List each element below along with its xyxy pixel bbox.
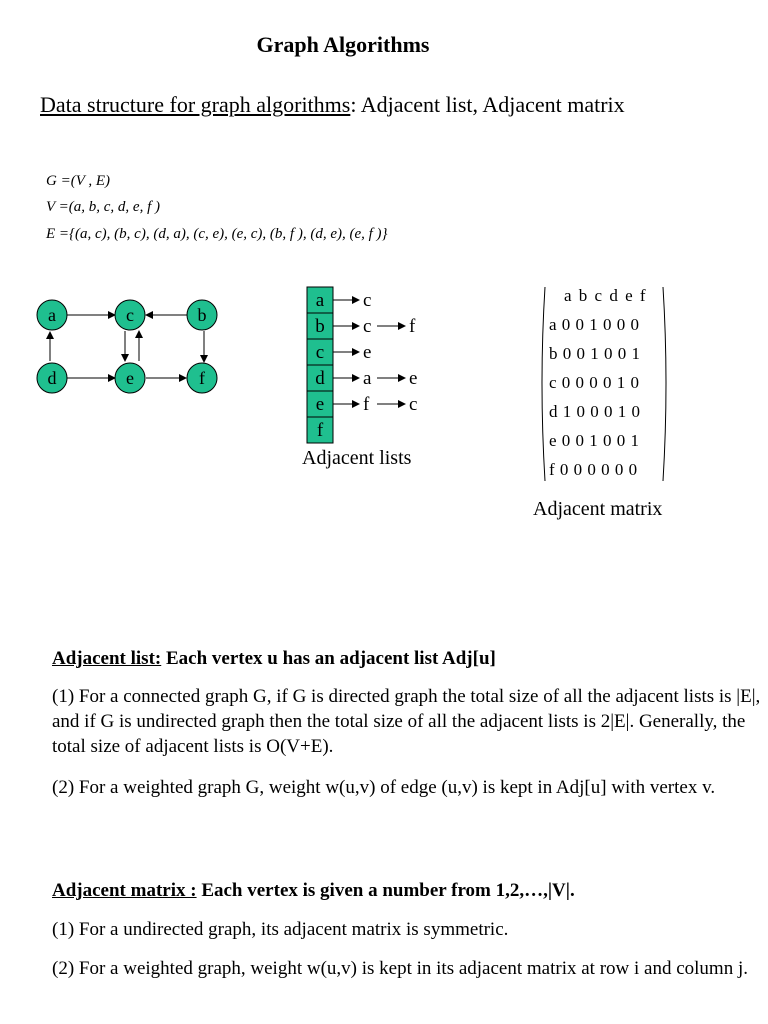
node-f [187, 363, 217, 393]
list-vertex-label-a: a [315, 290, 325, 311]
list-neighbor-d-e: e [409, 368, 418, 389]
list-vertex-label-e: e [315, 394, 325, 415]
matrix-right-bracket [663, 287, 666, 481]
svg-text:c: c [126, 305, 134, 325]
adjacent-list-paragraph-2: (2) For a weighted graph G, weight w(u,v) of edge (u,v) is kept in Adj[u] with vertex v. [52, 777, 716, 798]
directed-graph [30, 290, 230, 400]
adjacent-list-heading-label: Adjacent list: [52, 648, 162, 669]
matrix-left-bracket [542, 287, 545, 481]
adjacent-matrix-heading-label: Adjacent matrix : [52, 880, 197, 901]
adjacent-matrix-caption: Adjacent matrix [533, 498, 663, 520]
page-title: Graph Algorithms [256, 32, 430, 57]
svg-text:e: e [126, 368, 134, 388]
node-a [37, 300, 67, 330]
matrix-row: e 0 0 1 0 0 1 [549, 431, 640, 450]
list-neighbor-a-c: c [363, 290, 372, 311]
node-e [115, 363, 145, 393]
subtitle-rest: : Adjacent list, Adjacent matrix [350, 92, 625, 117]
node-d [37, 363, 67, 393]
adjacent-lists-caption: Adjacent lists [302, 447, 412, 469]
list-neighbor-b-f: f [409, 316, 416, 337]
equation-g: G =(V , E) [46, 173, 110, 189]
subtitle [40, 90, 700, 119]
list-neighbor-c-e: e [363, 342, 372, 363]
matrix-row: c 0 0 0 0 1 0 [549, 373, 640, 392]
list-neighbor-e-f: f [363, 394, 370, 415]
adjacent-matrix-paragraph-2: (2) For a weighted graph, weight w(u,v) is kept in its adjacent matrix at row i and column j. [52, 958, 748, 979]
subtitle-underlined: Data structure for graph algorithms [40, 92, 351, 117]
adjacent-matrix-heading [52, 878, 762, 903]
adjacent-matrix-heading-rest: Each vertex is given a number from 1,2,…,|V|. [196, 880, 575, 901]
svg-text:b: b [197, 305, 207, 325]
svg-text:f: f [199, 368, 205, 388]
matrix-row: f 0 0 0 0 0 0 [549, 460, 638, 479]
list-vertex-label-f: f [316, 420, 324, 441]
adjacent-matrix [538, 283, 673, 483]
node-c [115, 300, 145, 330]
svg-text:a: a [48, 305, 56, 325]
list-vertex-label-b: b [315, 316, 325, 337]
list-neighbor-e-c: c [409, 394, 418, 415]
list-vertex-label-c: c [315, 342, 325, 363]
matrix-header: a b c d e f [564, 286, 646, 305]
adjacent-list-heading-rest: Each vertex u has an adjacent list Adj[u] [161, 648, 496, 669]
adjacent-list-paragraph-1: (1) For a connected graph G, if G is directed graph the total size of all the adjacent lists is |E|, and if G is undirected graph then the total size of all the adjacent lists is 2|E|. Generally, the total size of adjacent lists is O(V+E). [52, 686, 761, 757]
list-neighbor-b-c: c [363, 316, 372, 337]
adjacent-lists-diagram [300, 285, 470, 445]
matrix-row: b 0 0 1 0 0 1 [549, 344, 640, 363]
list-vertex-label-d: d [315, 368, 325, 389]
adjacent-list-heading [52, 646, 762, 671]
equation-e: E ={(a, c), (b, c), (d, a), (c, e), (e, c), (b, f ), (d, e), (e, f )} [46, 226, 388, 242]
matrix-row: d 1 0 0 0 1 0 [549, 402, 640, 421]
adjacent-matrix-paragraph-1: (1) For a undirected graph, its adjacent matrix is symmetric. [52, 919, 509, 940]
svg-text:d: d [47, 368, 57, 388]
equation-v: V =(a, b, c, d, e, f ) [46, 199, 160, 215]
list-neighbor-d-a: a [363, 368, 372, 389]
matrix-row: a 0 0 1 0 0 0 [549, 315, 640, 334]
node-b [187, 300, 217, 330]
